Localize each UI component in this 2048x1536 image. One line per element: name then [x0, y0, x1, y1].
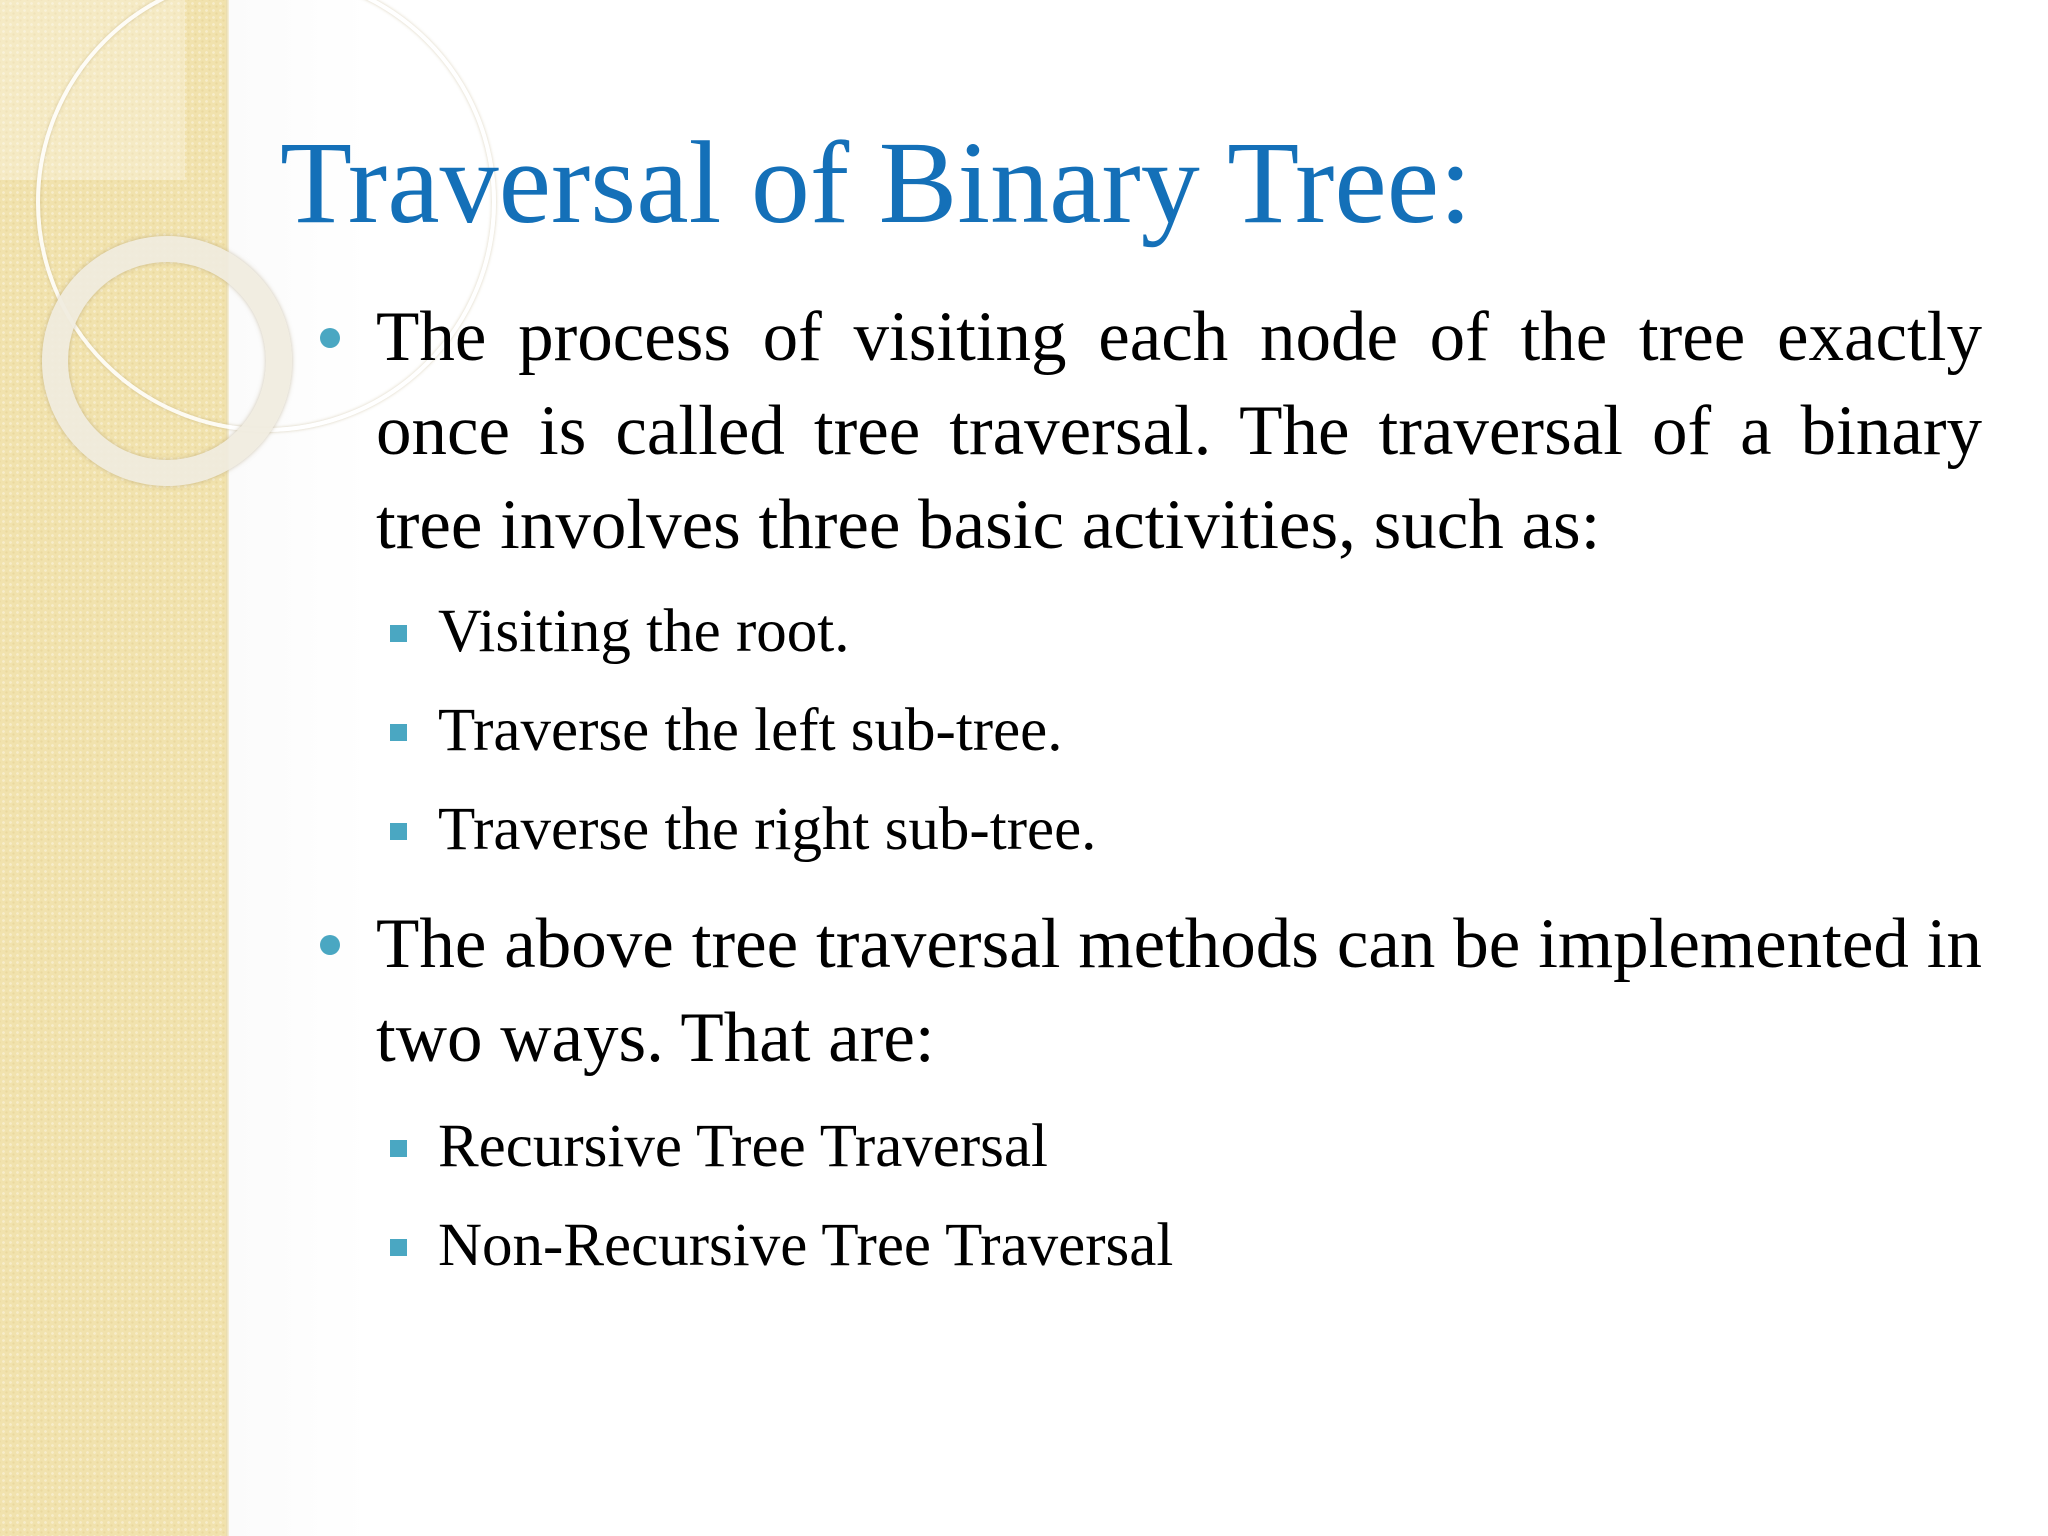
bullet-text: The above tree traversal methods can be implemented in two ways. That are: [376, 905, 1982, 1077]
sub-bullet-text: Traverse the left sub-tree. [438, 697, 1063, 764]
bullet-item [300, 290, 1982, 572]
sub-bullet-item [300, 681, 1982, 780]
sub-bullet-list [300, 1097, 1982, 1295]
square-bullet-icon [390, 823, 407, 840]
sub-bullet-text: Visiting the root. [438, 598, 850, 665]
bullet-item [300, 897, 1982, 1085]
decorative-small-ring [42, 236, 292, 486]
sub-bullet-list [300, 582, 1982, 879]
square-bullet-icon [390, 1239, 407, 1256]
sub-bullet-item [300, 1097, 1982, 1196]
square-bullet-icon [390, 1140, 407, 1157]
sub-bullet-text: Non-Recursive Tree Traversal [438, 1212, 1174, 1279]
sub-bullet-item [300, 780, 1982, 879]
bullet-text: The process of visiting each node of the tree exactly once is called tree traversal. The traversal of a binary tree involves three basic activities, such as: [376, 298, 1982, 564]
slide-title: Traversal of Binary Tree: [280, 117, 1472, 248]
sub-bullet-item [300, 1196, 1982, 1295]
bullet-dot-icon [320, 328, 340, 348]
sub-bullet-text: Recursive Tree Traversal [438, 1113, 1048, 1180]
bullet-dot-icon [320, 935, 340, 955]
square-bullet-icon [390, 724, 407, 741]
sub-bullet-item [300, 582, 1982, 681]
slide-content [300, 290, 1982, 1295]
square-bullet-icon [390, 625, 407, 642]
sub-bullet-text: Traverse the right sub-tree. [438, 796, 1097, 863]
